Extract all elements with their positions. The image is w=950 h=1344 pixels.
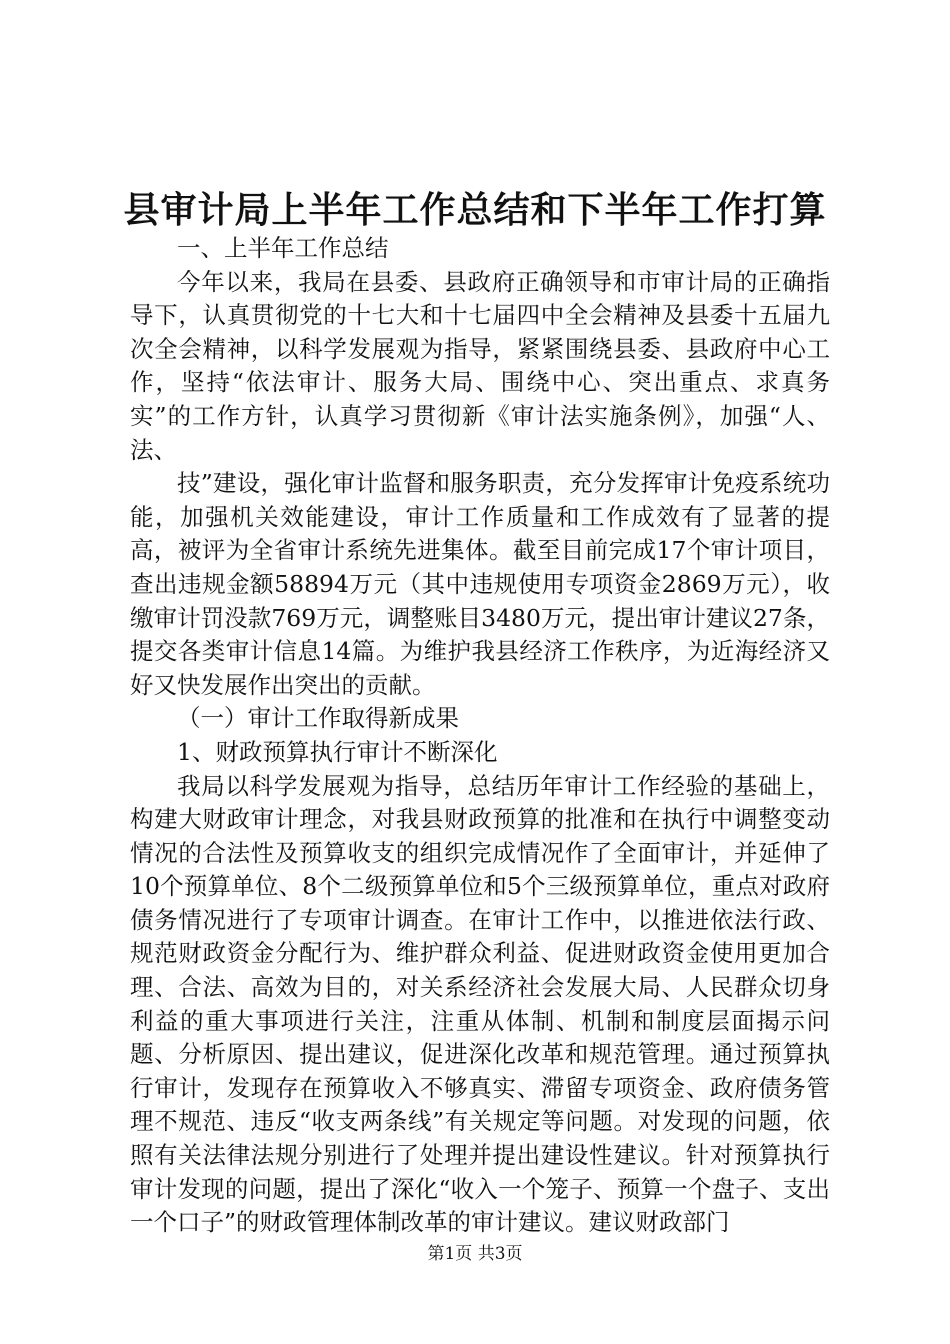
document-title: 县审计局上半年工作总结和下半年工作打算: [123, 189, 827, 231]
subsection-heading: 1、财政预算执行审计不断深化: [177, 737, 498, 766]
paragraph: 我局以科学发展观为指导，总结历年审计工作经验的基础上，构建大财政审计理念，对我县财政预算的批准和在执行中调整变动情况的合法性及预算收支的组织完成情况作了全面审计，并延伸了10个预算单位、8个二级预算单位和5个三级预算单位，重点对政府债务情况进行了专项审计调查。在审计工作中，以推进依法行政、规范财政资金分配行为、维护群众利益、促进财政资金使用更加合理、合法、高效为目的，对关系经济社会发展大局、人民群众切身利益的重大事项进行关注，注重从体制、机制和制度层面揭示问题、分析原因、提出建议，促进深化改革和规范管理。通过预算执行审计，发现存在预算收入不够真实、滞留专项资金、政府债务管理不规范、违反“收支两条线”有关规定等问题。对发现的问题，依照有关法律法规分别进行了处理并提出建设性建议。针对预算执行审计发现的问题，提出了深化“收入一个笼子、预算一个盘子、支出一个口子”的财政管理体制改革的审计建议。建议财政部门: [130, 771, 830, 1237]
subsection-heading: （一）审计工作取得新成果: [177, 704, 459, 733]
document-body: [130, 232, 830, 1240]
paragraph: 今年以来，我局在县委、县政府正确领导和市审计局的正确指导下，认真贯彻党的十七大和十七届四中全会精神及县委十五届九次全会精神，以科学发展观为指导，紧紧围绕县委、县政府中心工作，坚持“依法审计、服务大局、围绕中心、突出重点、求真务实”的工作方针，认真学习贯彻新《审计法实施条例》，加强“人、法、: [130, 267, 830, 464]
paragraph: 技”建设，强化审计监督和服务职责，充分发挥审计免疫系统功能，加强机关效能建设，审计工作质量和工作成效有了显著的提高，被评为全省审计系统先进集体。截至目前完成17个审计项目，查出违规金额58894万元（其中违规使用专项资金2869万元），收缴审计罚没款769万元，调整账目3480万元，提出审计建议27条，提交各类审计信息14篇。为维护我县经济工作秩序，为近海经济又好又快发展作出突出的贡献。: [130, 469, 830, 699]
section-heading: 一、上半年工作总结: [177, 234, 389, 262]
page-number: 第1页 共3页: [427, 1244, 523, 1264]
